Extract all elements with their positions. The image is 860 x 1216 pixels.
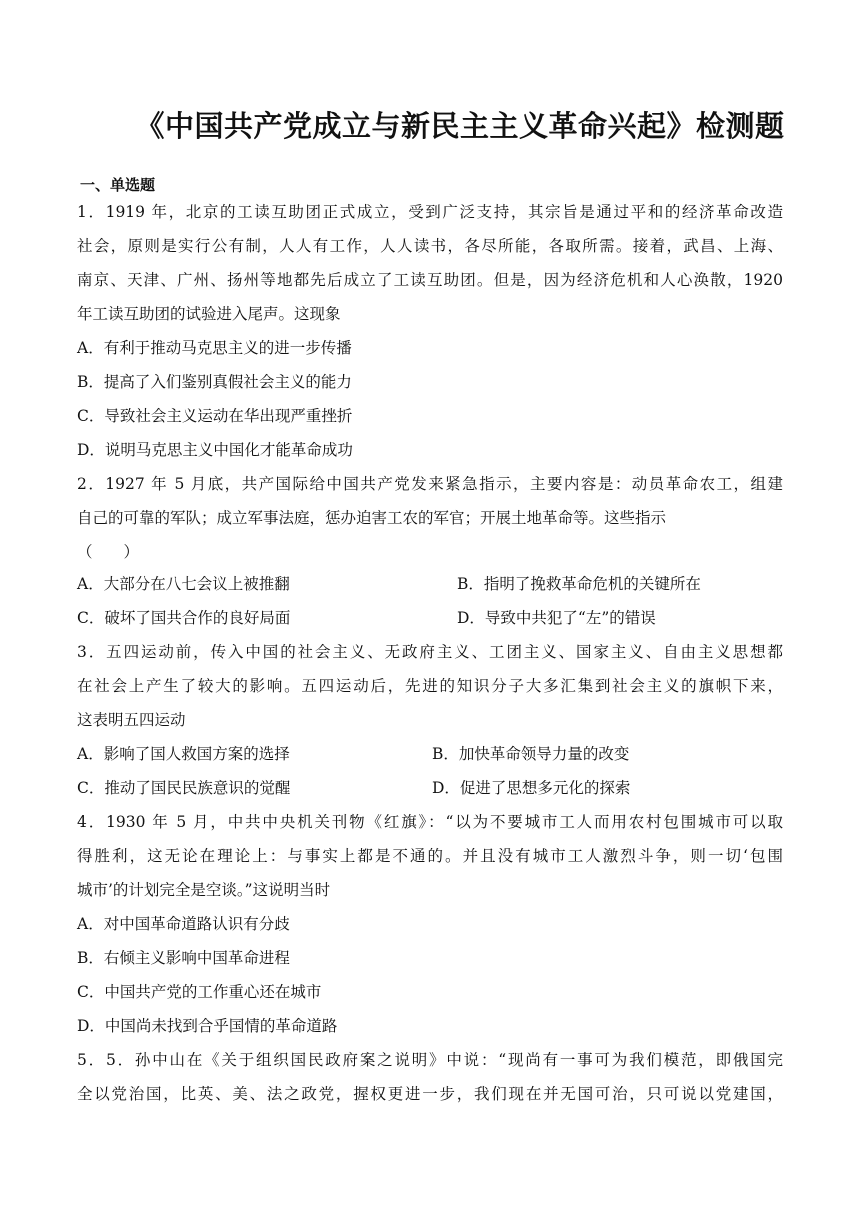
q3-options-row (77, 741, 783, 767)
q4-option-d: D．中国尚未找到合乎国情的革命道路 (77, 1017, 338, 1035)
q5-stem-line: 全以党治国，比英、美、法之政党，握权更进一步，我们现在并无国可治，只可说以党建国， (77, 1085, 783, 1103)
q2-option-c: C．破坏了国共合作的良好局面 (77, 609, 291, 627)
q2-stem-line: 自己的可靠的军队；成立军事法庭，惩办迫害工农的军官；开展土地革命等。这些指示 (77, 509, 667, 527)
q2-answer-blank: （ ） (77, 543, 140, 561)
q1-stem-line: 社会，原则是实行公有制，人人有工作，人人读书，各尽所能，各取所需。接着，武昌、上海、 (77, 237, 783, 255)
q4-stem-line: 4．1930 年 5 月，中共中央机关刊物《红旗》：“以为不要城市工人而用农村包围城市可以取 (77, 813, 783, 831)
q1-stem-line: 年工读互助团的试验进入尾声。这现象 (77, 305, 341, 323)
q4-stem-line: 得胜利，这无论在理论上：与事实上都是不通的。并且没有城市工人激烈斗争，则一切‘包围 (77, 847, 783, 865)
q5-stem-line: 5．5．孙中山在《关于组织国民政府案之说明》中说：“现尚有一事可为我们模范，即俄国完 (77, 1051, 783, 1069)
q2-option-a: A．大部分在八七会议上被推翻 (77, 575, 290, 593)
section-heading: 一、单选题 (80, 176, 156, 194)
q3-option-c: C．推动了国民民族意识的觉醒 (77, 779, 291, 797)
q3-options-row (77, 775, 783, 801)
q1-option-c: C．导致社会主义运动在华出现严重挫折 (77, 407, 353, 425)
q1-option-d: D．说明马克思主义中国化才能革命成功 (77, 441, 353, 459)
q2-stem-line: 2．1927 年 5 月底，共产国际给中国共产党发来紧急指示，主要内容是：动员革命农工，组建 (77, 475, 783, 493)
q3-option-b: B．加快革命领导力量的改变 (432, 745, 630, 763)
q2-options-row (77, 605, 783, 631)
q2-options-row (77, 571, 783, 597)
q4-option-c: C．中国共产党的工作重心还在城市 (77, 983, 322, 1001)
q2-option-b: B．指明了挽救革命危机的关键所在 (457, 575, 701, 593)
q3-stem-line: 3．五四运动前，传入中国的社会主义、无政府主义、工团主义、国家主义、自由主义思想都 (77, 643, 783, 661)
q3-stem-line: 在社会上产生了较大的影响。五四运动后，先进的知识分子大多汇集到社会主义的旗帜下来， (77, 677, 783, 695)
q1-stem-line: 1．1919 年，北京的工读互助团正式成立，受到广泛支持，其宗旨是通过平和的经济革命改造 (77, 203, 783, 221)
q3-option-d: D．促进了思想多元化的探索 (432, 779, 631, 797)
document-title: 《中国共产党成立与新民主主义革命兴起》检测题 (135, 109, 785, 143)
q1-option-b: B．提高了入们鉴别真假社会主义的能力 (77, 373, 352, 391)
q4-stem-line: 城市’的计划完全是空谈。”这说明当时 (77, 881, 331, 899)
q3-option-a: A．影响了国人救国方案的选择 (77, 745, 290, 763)
q1-stem-line: 南京、天津、广州、扬州等地都先后成立了工读互助团。但是，因为经济危机和人心涣散，1920 (77, 271, 783, 289)
q1-option-a: A．有利于推动马克思主义的进一步传播 (77, 339, 352, 357)
q3-stem-line: 这表明五四运动 (77, 711, 186, 729)
q4-option-a: A．对中国革命道路认识有分歧 (77, 915, 290, 933)
q2-option-d: D．导致中共犯了“左”的错误 (457, 609, 656, 627)
q4-option-b: B．右倾主义影响中国革命进程 (77, 949, 290, 967)
